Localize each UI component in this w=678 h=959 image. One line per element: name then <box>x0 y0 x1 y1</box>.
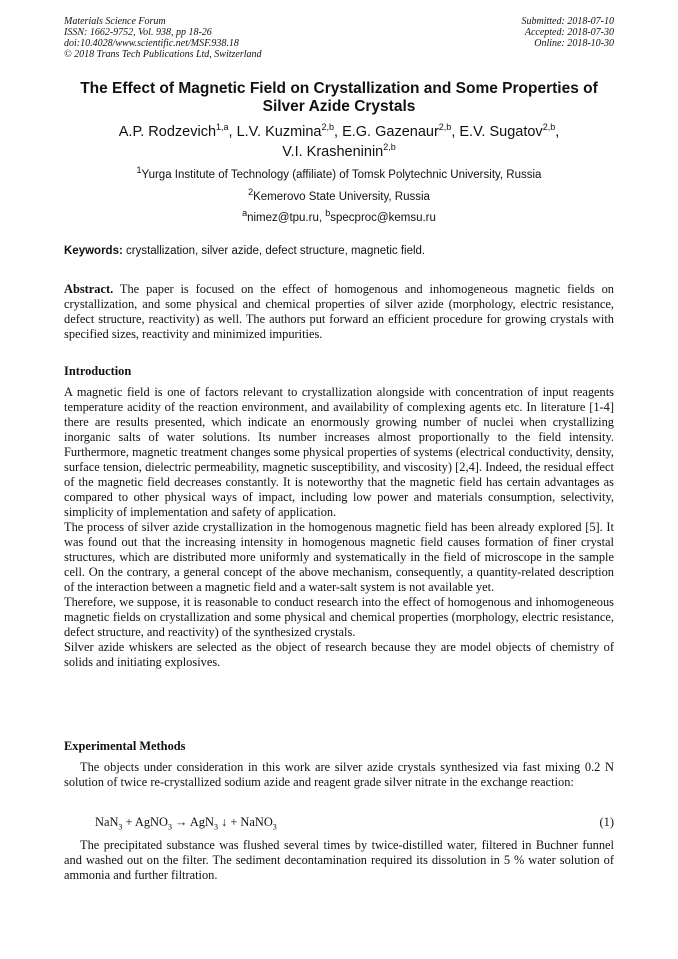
email-a-link[interactable]: nimez@tpu.ru <box>247 212 319 224</box>
reaction-equation <box>95 815 614 830</box>
affiliation-1 <box>64 165 614 182</box>
paper-title: The Effect of Magnetic Field on Crystallization and Some Properties of Silver Azide Crystals <box>80 80 598 115</box>
introduction-heading: Introduction <box>64 364 132 378</box>
abstract-label: Abstract. <box>64 282 114 296</box>
introduction-body <box>64 385 614 670</box>
author-list <box>64 122 614 162</box>
methods-heading: Experimental Methods <box>64 739 186 753</box>
equation-term: + AgNO <box>122 815 168 829</box>
email-marker-a: a <box>242 208 248 219</box>
email-separator: , <box>318 212 326 224</box>
accepted-date: Accepted: 2018-07-30 <box>524 27 614 38</box>
online-date: Online: 2018-10-30 <box>534 38 614 49</box>
equation-term: ↓ + NaNO <box>217 815 273 829</box>
author-name: E.V. Sugatov <box>459 124 543 140</box>
abstract-text: The paper is focused on the effect of homogenous and inhomogeneous magnetic fields on crystallization, and some physical and chemical properties of silver azide (morphology, electric resistance, defect structure, reactivity) as well. The authors put forward an efficient procedure for growing crystals with specified sizes, reactivity and minimized impurities. <box>64 282 615 341</box>
keywords-text: crystallization, silver azide, defect structure, magnetic field. <box>126 245 426 257</box>
author-affiliation-marker: 2,b <box>438 122 452 133</box>
equation-number: (1) <box>599 815 614 829</box>
author-separator: , <box>555 124 560 140</box>
introduction-paragraph: The process of silver azide crystallization in the homogenous magnetic field has been already explored [5]. It was found out that the increasing intensity in homogenous magnetic field causes formation of finer crystal structures, which are distributed more uniformly and systematically in the field of microscope in the sample cell. On the contrary, a general concept of the above mechanism, consequently, a quantity-related description of the interaction between a magnetic field and a water-salt system is not available yet. <box>64 520 614 594</box>
affiliation-2 <box>64 187 614 204</box>
journal-issn: ISSN: 1662-9752, Vol. 938, pp 18-26 <box>64 27 212 38</box>
methods-paragraph: The precipitated substance was flushed several times by twice-distilled water, filtered in Buchner funnel and washed out on the filter. The sediment decontamination required its dissolution in 5 % water solution of ammonia and further filtration. <box>64 838 614 882</box>
author-separator: , <box>451 124 460 140</box>
author-name: V.I. Krasheninin <box>282 144 384 160</box>
author-emails <box>64 208 614 225</box>
keywords <box>64 244 614 258</box>
equation-subscript: 3 <box>213 822 218 832</box>
abstract <box>64 282 614 342</box>
author-separator: , <box>334 124 343 140</box>
equation-term: NaN <box>95 815 119 829</box>
affiliation-text: Yurga Institute of Technology (affiliate) of Tomsk Polytechnic University, Russia <box>141 169 542 181</box>
keywords-label: Keywords: <box>64 245 123 257</box>
affiliation-marker: 1 <box>136 165 142 176</box>
methods-body-1 <box>64 760 614 790</box>
equation-term: → AgN <box>171 815 214 829</box>
equation-subscript: 3 <box>118 822 123 832</box>
author-name: E.G. Gazenaur <box>342 124 439 140</box>
affiliation-marker: 2 <box>248 187 254 198</box>
email-b-link[interactable]: specproc@kemsu.ru <box>330 212 436 224</box>
journal-doi: doi:10.4028/www.scientific.net/MSF.938.18 <box>64 38 239 49</box>
author-affiliation-marker: 2,b <box>383 142 396 153</box>
affiliation-text: Kemerovo State University, Russia <box>253 191 430 203</box>
author-name: L.V. Kuzmina <box>236 124 322 140</box>
introduction-paragraph: Therefore, we suppose, it is reasonable to conduct research into the effect of homogenous and inhomogeneous magnetic fields on crystallization and some physical and chemical properties (morphology, electric resistance, defect structure, and reactivity) of the synthesized crystals. <box>64 595 614 639</box>
journal-name: Materials Science Forum <box>64 16 166 27</box>
journal-copyright: © 2018 Trans Tech Publications Ltd, Switzerland <box>64 49 262 60</box>
submission-dates <box>522 16 615 49</box>
methods-paragraph: The objects under consideration in this work are silver azide crystals synthesized via fast mixing 0.2 N solution of twice re-crystallized sodium azide and reagent grade silver nitrate in the exchange reaction: <box>64 760 614 789</box>
introduction-paragraph: A magnetic field is one of factors relevant to crystallization alongside with concentration of input reagents temperature acidity of the reaction environment, and availability of complexing agents etc. In literature [1-4] there are results presented, which indicate an enormously growing number of nuclei when crystallizing inorganic salts of water solutions. Its number increases almost proportionally to the field intensity. Furthermore, magnetic treatment changes some physical properties of systems (electrical conductivity, density, surface tension, dielectric permeability, magnetic susceptibility, and viscosity) [2,4]. Indeed, the residual effect of the magnetic field decreases constantly. It is noteworthy that the magnetic field has certain advantages as compared to other physical ways of impact, including low power and materials consumption, selectivity, simplicity of implementation and safety of application. <box>64 385 614 519</box>
equation-subscript: 3 <box>272 822 277 832</box>
author-affiliation-marker: 2,b <box>542 122 556 133</box>
email-marker-b: b <box>325 208 331 219</box>
submitted-date: Submitted: 2018-07-10 <box>521 16 614 27</box>
introduction-paragraph: Silver azide whiskers are selected as the object of research because they are model objects of chemistry of solids and initiating explosives. <box>64 640 614 669</box>
author-affiliation-marker: 1,a <box>216 122 229 133</box>
author-name: A.P. Rodzevich <box>118 124 217 140</box>
equation-subscript: 3 <box>167 822 172 832</box>
author-affiliation-marker: 2,b <box>321 122 335 133</box>
methods-body-2 <box>64 838 614 883</box>
author-separator: , <box>228 124 237 140</box>
journal-info <box>64 16 262 60</box>
